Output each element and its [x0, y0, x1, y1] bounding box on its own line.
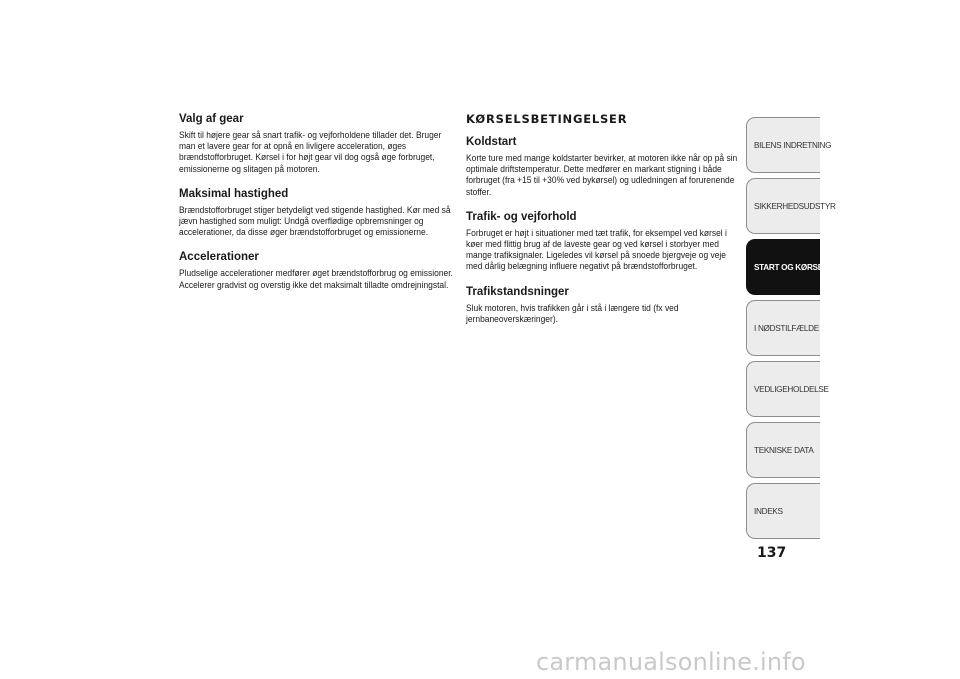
paragraph-traffic-conditions: Forbruget er højt i situationer med tæt trafik, for eksempel ved kørsel i køer med flittig brug af de laveste gear og ved kørsel i storbyer med mange trafiksignaler. Ligeledes vil kørsel på snoede bjergveje og veje med dårlig belægning influere negativt på brændstofforbruget. [466, 227, 727, 273]
left-column [179, 112, 457, 303]
heading-cold-start: Koldstart [466, 136, 517, 148]
heading-max-speed: Maksimal hastighed [179, 187, 289, 200]
section-max-speed [179, 187, 457, 239]
heading-traffic-stops: Trafikstandsninger [466, 285, 569, 298]
watermark: carmanualsonline.info [536, 648, 806, 676]
paragraph-accelerations: Pludselige accelerationer medfører øget brændstofforbrug og emissioner. Accelerer gradvist og overstig ikke det maksimalt tilladte omdrejningstal. [179, 268, 453, 291]
heading-traffic-conditions: Trafik- og vejforhold [466, 210, 577, 223]
heading-accelerations: Accelerationer [179, 251, 259, 264]
paragraph-gear-choice: Skift til højere gear så snart trafik- og vejforholdene tillader det. Bruger man et lavere gear for at opnå en livligere acceleration, øges brændstofforbruget. Kørsel i for højt gear vil dog også øge forbruget, emissionerne og slitagen på motoren. [179, 130, 442, 175]
section-accelerations [179, 250, 457, 290]
tab-start-og-korsel[interactable]: START OG KØRSEL [746, 239, 820, 295]
chapter-tabs [746, 117, 836, 544]
heading-gear-choice: Valg af gear [179, 113, 244, 125]
paragraph-cold-start: Korte ture med mange koldstarter bevirker, at motoren ikke når op på sin optimale driftstemperatur. Dette medfører en markant stigning i både forbruget (fra +15 til +30% ved bykørsel) og udledningen af forurenende stoffer. [466, 153, 738, 198]
page-number: 137 [757, 545, 787, 561]
right-column [466, 112, 742, 337]
tab-indeks[interactable]: INDEKS [746, 483, 820, 539]
paragraph-max-speed: Brændstofforbruget stiger betydeligt ved stigende hastighed. Kør med så jævn hastighed som muligt: Undgå overflødige opbremsninger og accelerationer, da disse øger brændstofforbruget og emissionerne. [179, 204, 451, 239]
tab-bilens-indretning[interactable]: BILENS INDRETNING [746, 117, 820, 173]
section-title: KØRSELSBETINGELSER [466, 112, 628, 126]
section-gear-choice [179, 112, 457, 175]
tab-tekniske-data[interactable]: TEKNISKE DATA [746, 422, 820, 478]
section-traffic-conditions [466, 210, 742, 273]
section-cold-start [466, 135, 742, 198]
section-traffic-stops [466, 285, 742, 325]
tab-vedligeholdelse[interactable]: VEDLIGEHOLDELSE [746, 361, 820, 417]
paragraph-traffic-stops: Sluk motoren, hvis trafikken går i stå i længere tid (fx ved jernbaneoverskæringer). [466, 302, 679, 325]
tab-sikkerhedsudstyr[interactable]: SIKKERHEDSUDSTYR [746, 178, 820, 234]
tab-i-nodstilfaelde[interactable]: I NØDSTILFÆLDE [746, 300, 820, 356]
